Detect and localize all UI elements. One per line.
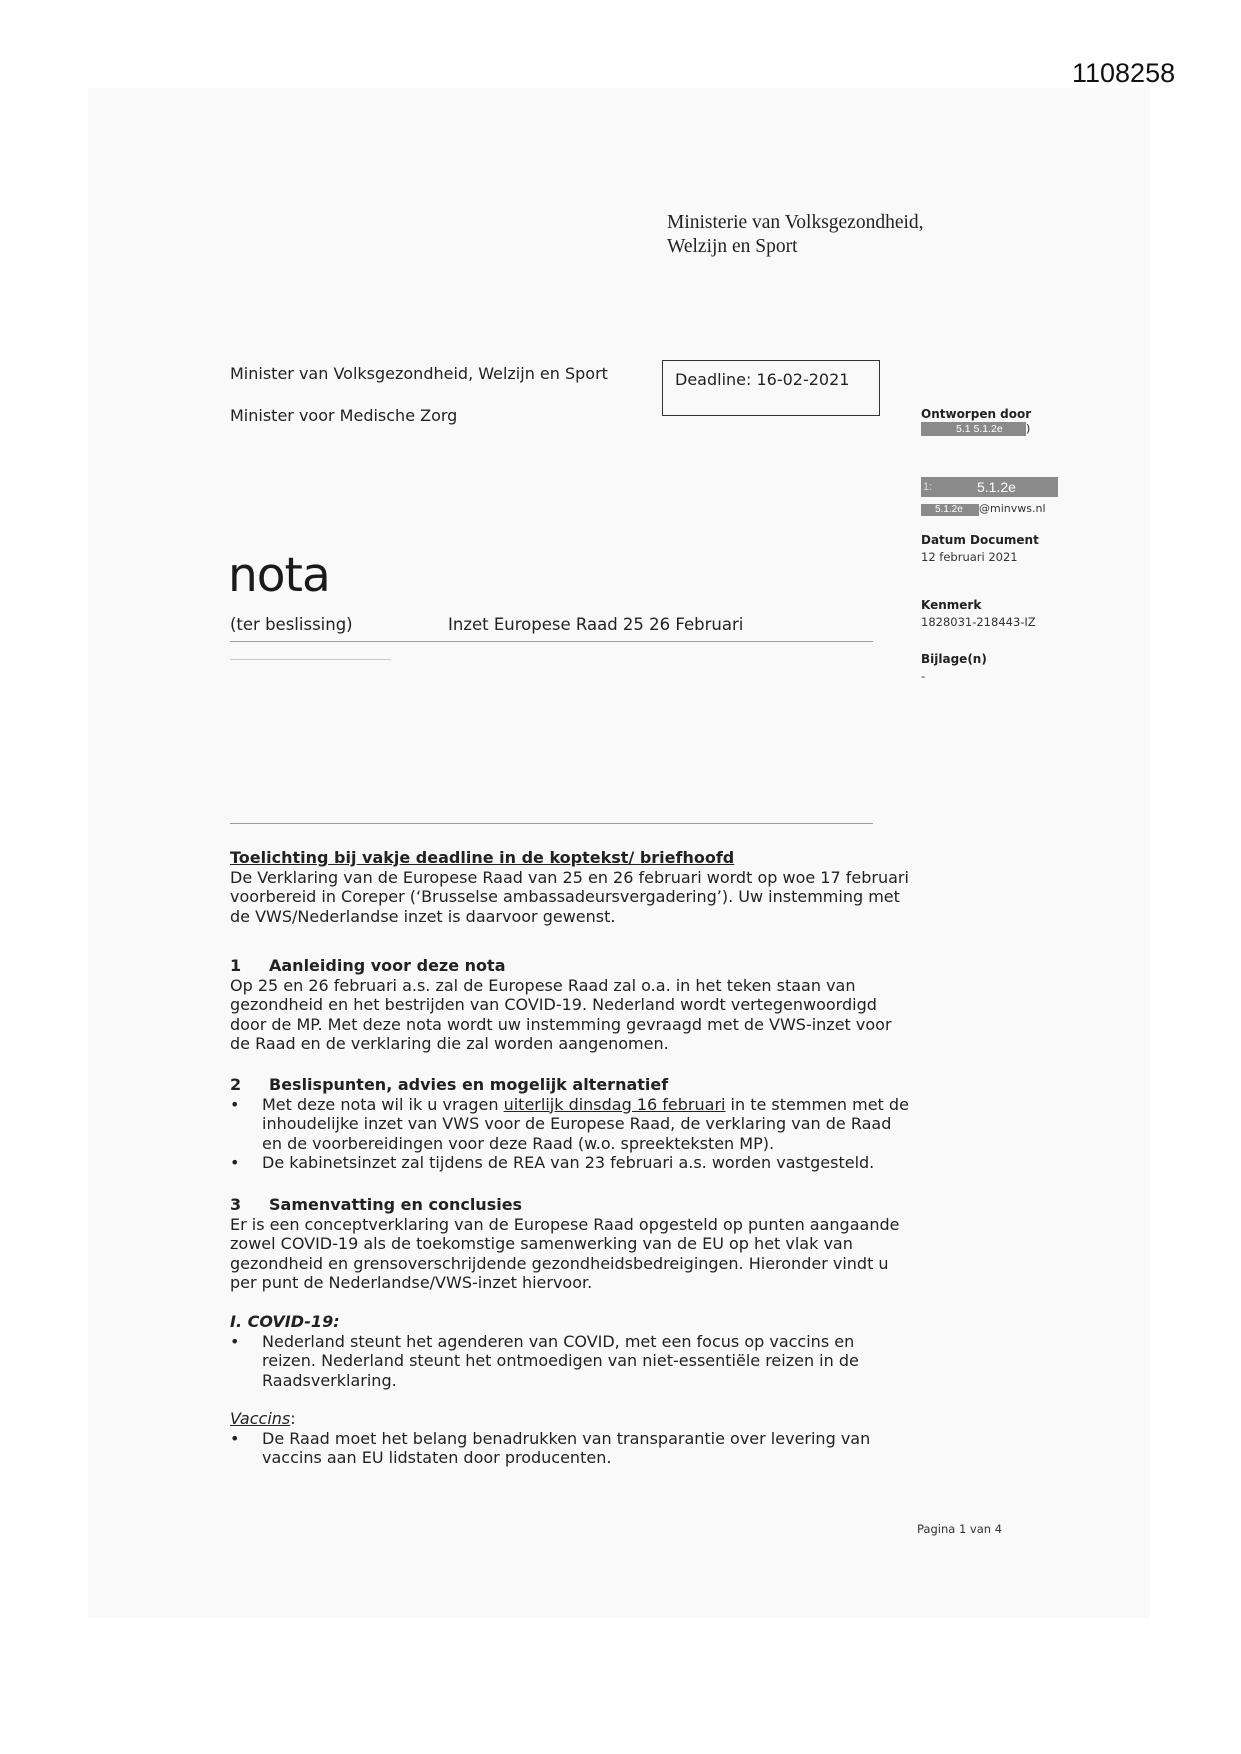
designed-by-label: Ontworpen door — [921, 407, 1032, 421]
list-item: • De kabinetsinzet zal tijdens de REA van 23 februari a.s. worden vastgesteld. — [230, 1153, 910, 1173]
section-3 — [230, 1195, 910, 1293]
divider — [230, 823, 873, 824]
section-heading: Beslispunten, advies en mogelijk alternatief — [269, 1075, 669, 1094]
section-1-text: Op 25 en 26 februari a.s. zal de Europese Raad zal o.a. in het teken staan van gezondheid en het bestrijden van COVID-19. Nederland wordt vertegenwoordigd door de MP. Met deze nota wordt uw instemming gevraagd met de VWS-inzet voor de Raad en de verklaring die zal worden aangenomen. — [230, 975, 892, 1053]
date-label: Datum Document — [921, 533, 1039, 547]
section-heading: Aanleiding voor deze nota — [269, 956, 506, 975]
contact-email — [921, 502, 1121, 516]
redaction-block: 5.1 5.1.2e — [921, 422, 1026, 436]
attachments-label: Bijlage(n) — [921, 652, 987, 666]
ministry-letterhead — [667, 211, 924, 259]
addressee-1: Minister van Volksgezondheid, Welzijn en Sport — [230, 364, 608, 383]
ministry-line-1: Ministerie van Volksgezondheid, — [667, 212, 924, 233]
ministry-line-2: Welzijn en Sport — [667, 236, 798, 257]
redaction-name: 5.1.2e — [977, 479, 1016, 495]
decision-list — [230, 1095, 910, 1173]
date-value: 12 februari 2021 — [921, 550, 1018, 564]
vaccins-label: Vaccins — [230, 1409, 291, 1428]
divider — [230, 659, 391, 660]
reference-label: Kenmerk — [921, 598, 982, 612]
section-number: 2 — [230, 1075, 242, 1094]
vaccins-list — [230, 1429, 910, 1468]
designed-by-value — [921, 422, 1121, 436]
section-3-text: Er is een conceptverklaring van de Europese Raad opgesteld op punten aangaande zowel COVID-19 als de toekomstige samenwerking van de EU op het vlak van gezondheid en grensoverschrijdende gezondheidsbedreigingen. Hieronder vindt u per punt de Nederlandse/VWS-inzet hiervoor. — [230, 1214, 900, 1292]
list-item — [230, 1095, 910, 1154]
email-domain: @minvws.nl — [979, 502, 1046, 515]
bullet-text: Met deze nota wil ik u vragen — [262, 1094, 504, 1114]
sidebar-date — [921, 533, 1121, 564]
redaction-block — [921, 477, 1058, 497]
section-1-title — [230, 956, 910, 976]
covid-block — [230, 1312, 910, 1390]
redaction-prefix: 1: — [923, 481, 933, 493]
document-title: nota — [228, 548, 330, 603]
reference-value: 1828031-218443-IZ — [921, 615, 1036, 629]
explanation-text: De Verklaring van de Europese Raad van 25 en 26 februari wordt op woe 17 februari voorbereid in Coreper (‘Brusselse ambassadeursvergadering’). Uw instemming met de VWS/Nederlandse inzet is daarvoor gewenst. — [230, 867, 909, 926]
addressee-2: Minister voor Medische Zorg — [230, 406, 458, 425]
explanation-block — [230, 848, 910, 926]
list-item: • Nederland steunt het agenderen van COVID, met een focus op vaccins en reizen. Nederland steunt het ontmoedigen van niet-essentiële reizen in de Raadsverklaring. — [230, 1332, 910, 1391]
nota-subject: Inzet Europese Raad 25 26 Februari — [448, 615, 744, 634]
deadline-emphasis: uiterlijk dinsdag 16 februari — [503, 1094, 726, 1114]
redaction-block: 5.1.2e — [921, 504, 979, 516]
contact-redacted-name — [921, 477, 1121, 501]
covid-list — [230, 1332, 910, 1391]
designed-by-paren: ) — [1026, 422, 1031, 435]
page-number: Pagina 1 van 4 — [917, 1522, 1003, 1536]
bullet-text: in te stemmen met de inhoudelijke inzet van VWS voor de Europese Raad, de verklaring van de Raad en de voorbereidingen voor deze Raad (w.o. spreekteksten MP). — [262, 1094, 909, 1153]
nota-type: (ter beslissing) — [230, 615, 353, 634]
deadline-box: Deadline: 16-02-2021 — [662, 360, 880, 416]
attachments-value: - — [921, 669, 926, 683]
section-number: 3 — [230, 1195, 242, 1214]
sidebar-contact — [921, 477, 1121, 516]
document-id: 1108258 — [1072, 58, 1176, 88]
vaccins-block — [230, 1409, 910, 1468]
sidebar-attachments — [921, 652, 1121, 683]
explanation-heading: Toelichting bij vakje deadline in de koptekst/ briefhoofd — [230, 848, 735, 867]
list-item: • De Raad moet het belang benadrukken van transparantie over levering van vaccins aan EU lidstaten door producenten. — [230, 1429, 910, 1468]
section-2 — [230, 1075, 910, 1173]
section-2-title — [230, 1075, 910, 1095]
sidebar-designed-by — [921, 407, 1121, 436]
section-1 — [230, 956, 910, 1054]
section-number: 1 — [230, 956, 242, 975]
vaccins-colon: : — [290, 1409, 296, 1428]
divider — [230, 641, 873, 642]
section-3-title — [230, 1195, 910, 1215]
section-heading: Samenvatting en conclusies — [269, 1195, 523, 1214]
vaccins-heading — [230, 1409, 910, 1429]
covid-heading: I. COVID-19: — [230, 1312, 340, 1331]
sidebar-reference — [921, 598, 1121, 629]
